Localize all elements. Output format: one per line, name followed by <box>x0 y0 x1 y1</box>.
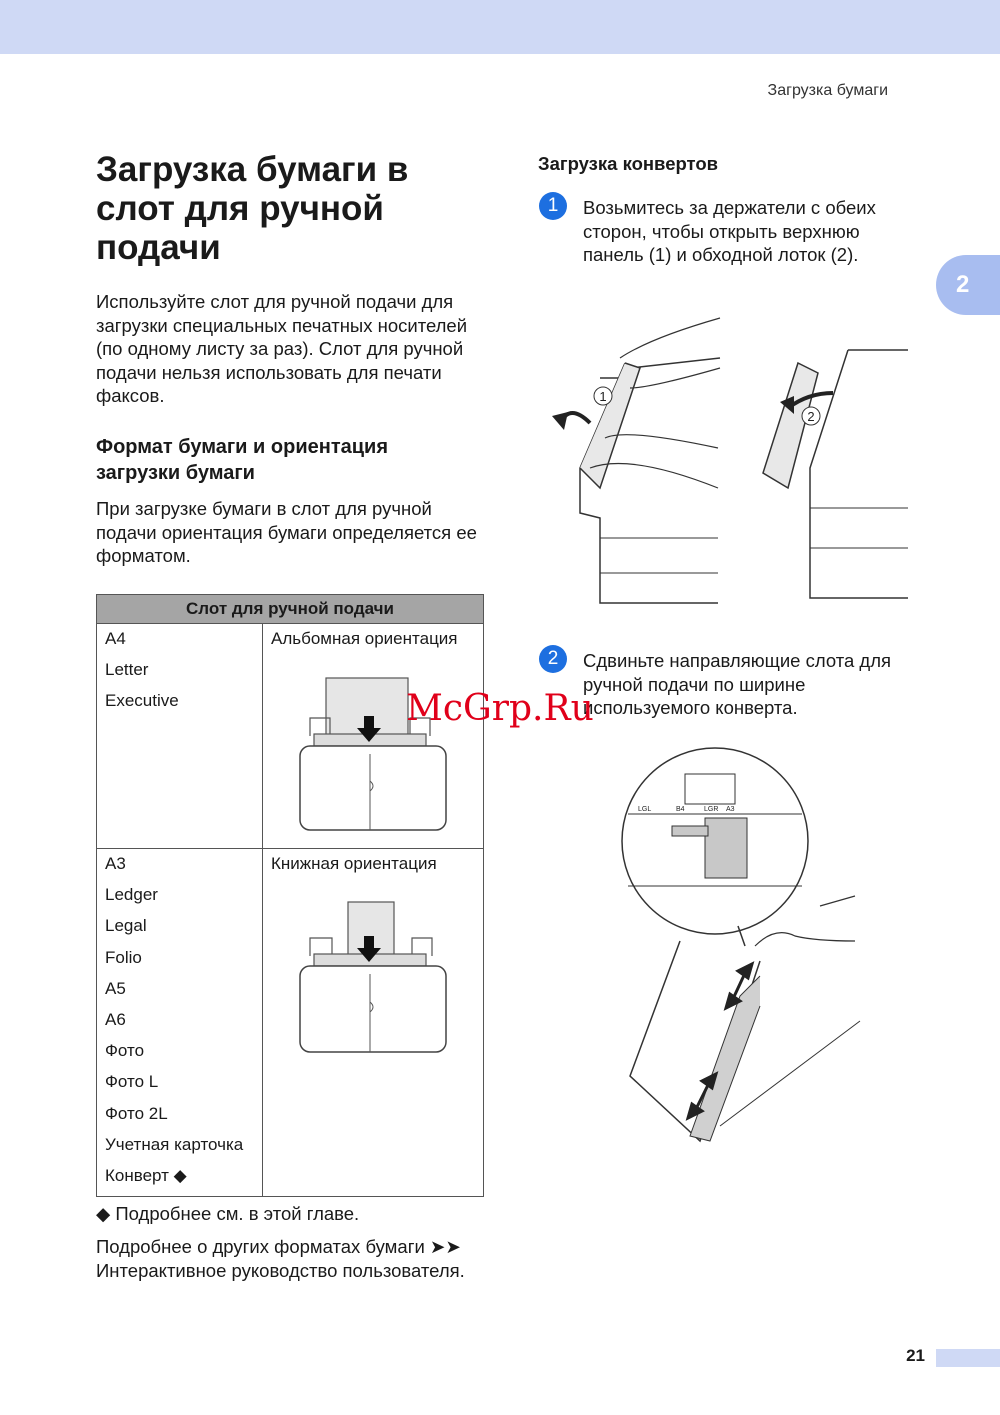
page-number-band <box>936 1349 1000 1367</box>
intro-paragraph: Используйте слот для ручной подачи для загрузки специальных печатных носителей (по одному листу за раз). Слот для ручной подачи нельзя использовать для печати факсов. <box>96 291 468 406</box>
page-title: Загрузка бумаги в слот для ручной подачи <box>96 150 409 267</box>
format-item: Фото <box>105 1041 145 1061</box>
footnote: ◆ Подробнее см. в этой главе. <box>96 1203 360 1224</box>
step-2-text: Сдвиньте направляющие слота для ручной подачи по ширине используемого конверта. <box>583 650 892 718</box>
watermark: McGrp.Ru <box>406 688 594 729</box>
more-info-paragraph: Подробнее о других форматах бумаги ➤➤ Интерактивное руководство пользователя. <box>96 1236 465 1281</box>
format-item: Executive <box>105 691 179 711</box>
open-top-cover-illustration <box>560 318 720 608</box>
step-1-text: Возьмитесь за держатели с обеих сторон, чтобы открыть верхнюю панель (1) и обходной лоток (2). <box>583 197 876 265</box>
format-item: Конверт ◆ <box>105 1165 187 1185</box>
format-item: Legal <box>105 916 147 936</box>
format-item: Фото 2L <box>105 1103 168 1123</box>
format-item: Учетная карточка <box>105 1134 244 1154</box>
format-paragraph: При загрузке бумаги в слот для ручной подачи ориентация бумаги определяется ее форматом. <box>96 498 477 566</box>
top-color-band <box>0 0 1000 54</box>
table-header: Слот для ручной подачи <box>97 595 484 624</box>
section-heading-format: Формат бумаги и ориентация загрузки бумаги <box>96 436 388 484</box>
format-item: A3 <box>105 854 126 873</box>
format-item: Folio <box>105 947 142 967</box>
callout-1: 1 <box>599 389 607 404</box>
envelope-section-heading: Загрузка конвертов <box>538 153 719 174</box>
formats-cell <box>97 624 263 849</box>
chapter-tab[interactable]: 2 <box>936 255 1000 315</box>
step-number-badge: 1 <box>539 192 567 220</box>
guide-label-lgl: LGL <box>638 806 652 813</box>
page-number: 21 <box>906 1346 925 1365</box>
portrait-orientation-illustration <box>298 900 448 1056</box>
formats-cell <box>97 849 263 1197</box>
orientation-label: Альбомная ориентация <box>271 629 458 648</box>
step-number-badge: 2 <box>539 645 567 673</box>
callout-2: 2 <box>807 409 815 424</box>
guide-label-b4: B4 <box>676 806 685 813</box>
format-item: Ledger <box>105 885 158 905</box>
format-item: A5 <box>105 978 126 998</box>
format-item: A6 <box>105 1009 126 1029</box>
orientation-label: Книжная ориентация <box>271 854 437 873</box>
format-item: Letter <box>105 660 149 680</box>
guide-label-lgr: LGR <box>704 806 719 813</box>
open-bypass-tray-illustration <box>758 348 913 608</box>
guide-label-a3: A3 <box>726 806 735 813</box>
format-item: Фото L <box>105 1072 159 1092</box>
running-header: Загрузка бумаги <box>767 82 888 99</box>
adjust-guides-illustration <box>620 746 860 1141</box>
format-item: A4 <box>105 629 126 648</box>
